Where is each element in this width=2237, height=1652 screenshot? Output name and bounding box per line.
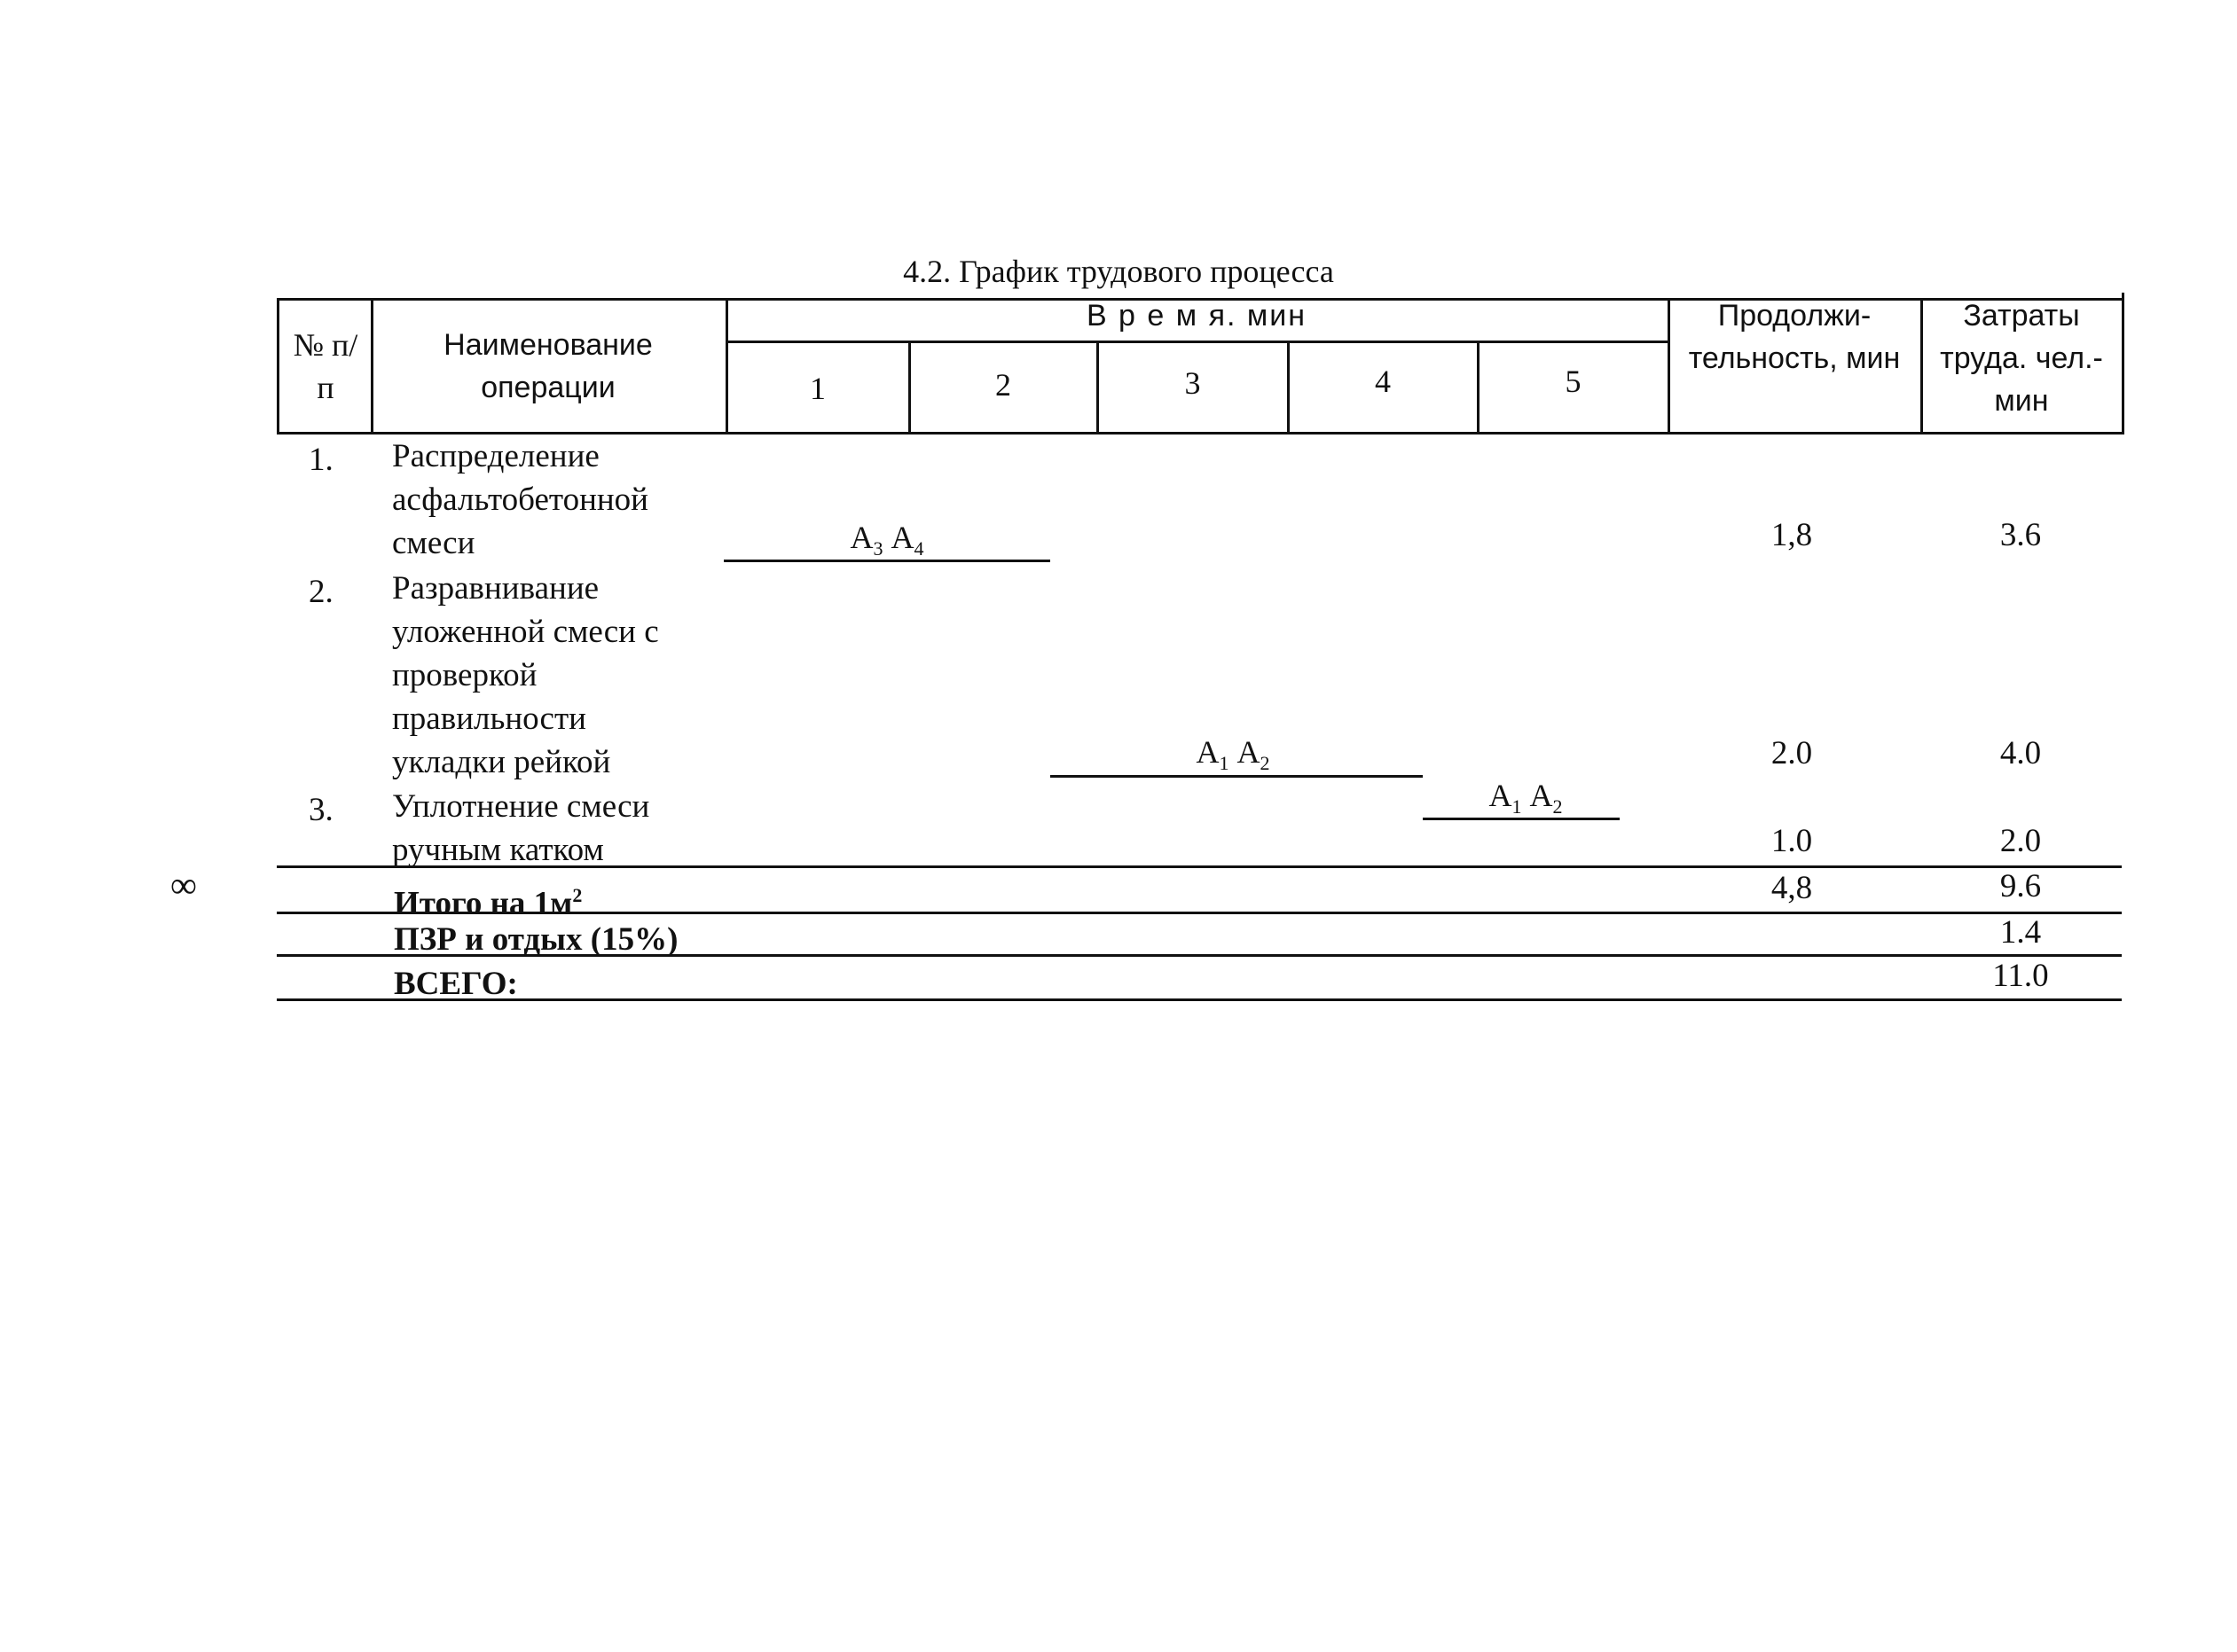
row-duration: 1,8 bbox=[1770, 517, 1813, 553]
header-duration: Продолжи-тельность, мин bbox=[1688, 299, 1901, 375]
row-labor: 3.6 bbox=[1999, 517, 2042, 553]
row-duration: 2.0 bbox=[1770, 735, 1813, 771]
totals-top-border bbox=[277, 865, 2122, 868]
itogo-label: Итого на $1м^2$ bbox=[394, 884, 583, 922]
row-num: 3. bbox=[309, 792, 334, 828]
header-time-3: 3 bbox=[1184, 365, 1201, 401]
col-border-time bbox=[1668, 298, 1670, 435]
header-time-1: 1 bbox=[810, 371, 826, 406]
col-border-right bbox=[2122, 293, 2124, 435]
itogo-duration: 4,8 bbox=[1770, 870, 1813, 906]
crew-label: $A_1$ $A_2$ bbox=[1196, 734, 1270, 775]
row-name-line: асфальтобетонной bbox=[392, 482, 648, 518]
page-mark: ∞ bbox=[170, 865, 197, 906]
header-time-group: В р е м я. мин bbox=[1086, 299, 1307, 333]
row-name-line: ручным катком bbox=[392, 832, 604, 868]
vsego-labor: 11.0 bbox=[1992, 958, 2049, 994]
row-num: 1. bbox=[309, 442, 334, 478]
crew-label: $A_1$ $A_2$ bbox=[1488, 778, 1563, 818]
gantt-bar bbox=[1050, 775, 1423, 778]
pzr-labor: 1.4 bbox=[1999, 914, 2042, 951]
col-border-left bbox=[277, 298, 279, 435]
header-name: Наименование операции bbox=[443, 328, 653, 404]
row-labor: 4.0 bbox=[1999, 735, 2042, 771]
header-time-4: 4 bbox=[1375, 364, 1391, 399]
row-name-line: укладки рейкой bbox=[392, 744, 611, 780]
totals-bottom-border bbox=[277, 998, 2122, 1001]
row-name-line: уложенной смеси с bbox=[392, 614, 659, 650]
time-group-divider bbox=[726, 341, 1668, 343]
vsego-label: ВСЕГО: bbox=[394, 966, 518, 1002]
row-name-line: смеси bbox=[392, 525, 475, 561]
header-time-2: 2 bbox=[995, 367, 1011, 403]
itogo-labor: 9.6 bbox=[1999, 868, 2042, 904]
row-name-line: проверкой bbox=[392, 657, 538, 693]
row-name-line: Распределение bbox=[392, 438, 600, 474]
row-duration: 1.0 bbox=[1770, 823, 1813, 859]
gantt-bar bbox=[724, 560, 1050, 562]
document-title: 4.2. График трудового процесса bbox=[903, 254, 1334, 289]
row-name-line: Разравнивание bbox=[392, 570, 600, 607]
row-name-line: правильности bbox=[392, 701, 586, 737]
col-border-duration bbox=[1920, 298, 1923, 435]
header-num: № п/п bbox=[293, 327, 358, 405]
row-num: 2. bbox=[309, 574, 334, 610]
crew-label: $A_3$ $A_4$ bbox=[850, 520, 924, 560]
row-labor: 2.0 bbox=[1999, 823, 2042, 859]
row-name-line: Уплотнение смеси bbox=[392, 788, 650, 825]
col-border-num bbox=[371, 298, 373, 435]
header-time-5: 5 bbox=[1565, 364, 1582, 399]
header-labor: Затраты труда. чел.-мин bbox=[1940, 299, 2103, 418]
pzr-label: ПЗР и отдых (15%) bbox=[394, 921, 679, 958]
gantt-bar bbox=[1423, 818, 1620, 820]
